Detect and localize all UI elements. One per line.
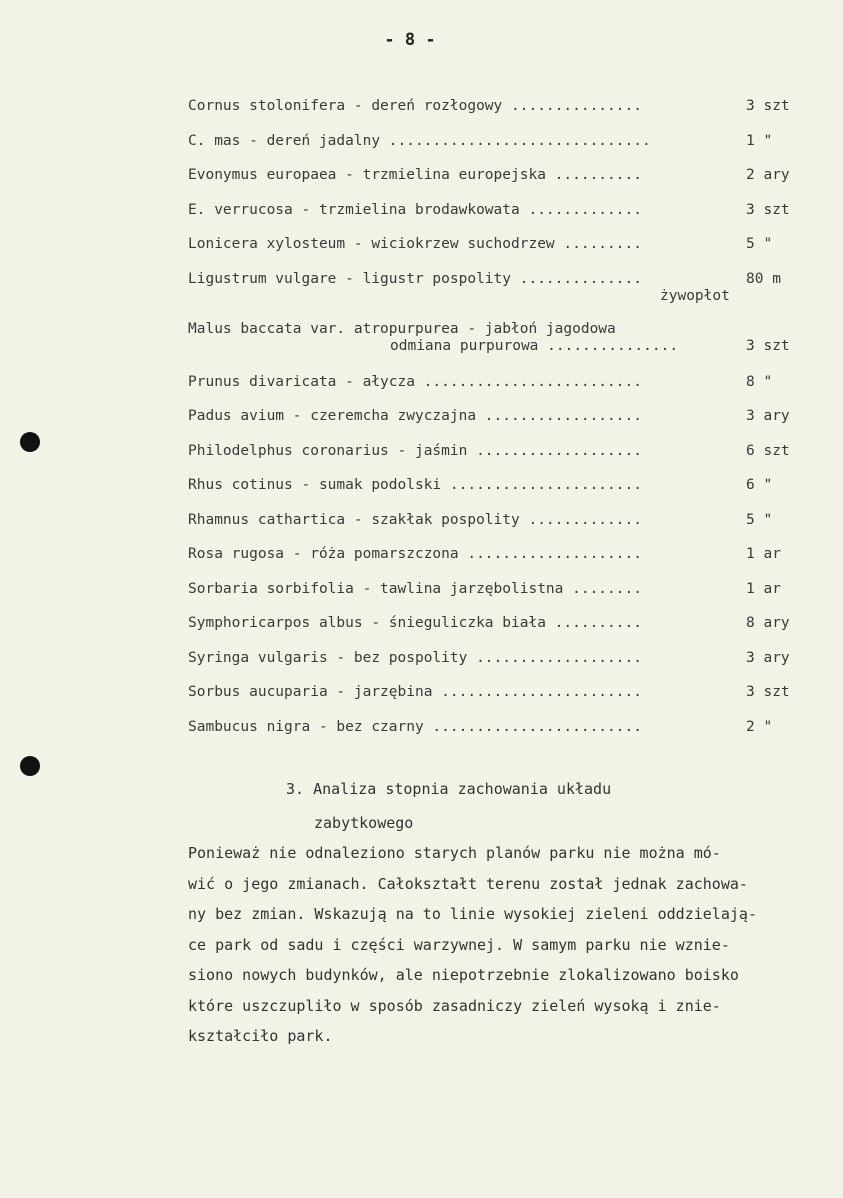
plant-name: Evonymus europaea - trzmielina europejska .......... bbox=[188, 167, 642, 183]
list-item bbox=[188, 719, 828, 754]
section-heading-line: zabytkowego bbox=[314, 814, 414, 832]
list-item bbox=[188, 443, 828, 478]
plant-note: żywopłot bbox=[660, 287, 730, 304]
plant-list bbox=[188, 98, 828, 753]
plant-quantity: 5 " bbox=[746, 236, 773, 252]
plant-name: Philodelphus coronarius - jaśmin ................... bbox=[188, 442, 642, 459]
plant-name: Padus avium - czeremcha zwyczajna .................. bbox=[188, 408, 642, 424]
plant-quantity: 3 szt bbox=[746, 98, 790, 114]
list-item bbox=[188, 133, 828, 168]
list-item bbox=[188, 512, 828, 547]
paragraph-line: ce park od sadu i części warzywnej. W samym parku nie wznie- bbox=[188, 935, 730, 954]
plant-quantity: 6 " bbox=[746, 477, 773, 493]
list-item bbox=[188, 321, 828, 374]
paragraph-line: kształciło park. bbox=[188, 1027, 333, 1045]
plant-name: Sorbaria sorbifolia - tawlina jarzębolistna ........ bbox=[188, 580, 642, 597]
plant-quantity: 3 ary bbox=[746, 649, 790, 666]
plant-name: Rhus cotinus - sumak podolski ...................... bbox=[188, 477, 642, 493]
paragraph-line: które uszczupliło w sposób zasadniczy zieleń wysoką i znie- bbox=[188, 996, 721, 1015]
section-heading bbox=[286, 772, 611, 840]
plant-quantity: 2 ary bbox=[746, 167, 790, 183]
plant-quantity: 3 szt bbox=[746, 684, 790, 700]
plant-name: Ligustrum vulgare - ligustr pospolity .............. bbox=[188, 270, 642, 287]
paragraph-line: siono nowych budynków, ale niepotrzebnie zlokalizowano boisko bbox=[188, 966, 739, 984]
plant-name-continued: odmiana purpurowa ............... bbox=[390, 337, 679, 354]
plant-name: Rhamnus cathartica - szakłak pospolity ............. bbox=[188, 511, 642, 528]
list-item bbox=[188, 202, 828, 237]
plant-quantity: 8 ary bbox=[746, 615, 790, 631]
plant-quantity: 8 " bbox=[746, 373, 773, 390]
plant-name: Cornus stolonifera - dereń rozłogowy ............... bbox=[188, 98, 642, 114]
plant-quantity: 1 ar bbox=[746, 580, 781, 597]
plant-quantity: 6 szt bbox=[746, 442, 790, 459]
plant-name: Prunus divaricata - ałycza ......................... bbox=[188, 373, 642, 390]
plant-name: Symphoricarpos albus - śnieguliczka biała .......... bbox=[188, 615, 642, 631]
plant-quantity: 2 " bbox=[746, 718, 773, 735]
plant-name: C. mas - dereń jadalny .............................. bbox=[188, 132, 651, 149]
list-item bbox=[188, 408, 828, 443]
plant-quantity: 3 ary bbox=[746, 408, 790, 424]
plant-name: E. verrucosa - trzmielina brodawkowata ............. bbox=[188, 201, 642, 218]
page-number: - 8 - bbox=[384, 30, 436, 50]
list-item bbox=[188, 581, 828, 616]
list-item bbox=[188, 236, 828, 271]
punch-hole-bottom bbox=[20, 756, 40, 776]
plant-quantity: 3 szt bbox=[746, 337, 790, 354]
list-item bbox=[188, 98, 828, 133]
list-item bbox=[188, 477, 828, 512]
list-item bbox=[188, 271, 828, 321]
paragraph-line: Ponieważ nie odnaleziono starych planów parku nie można mó- bbox=[188, 844, 721, 862]
plant-name: Sambucus nigra - bez czarny ........................ bbox=[188, 718, 642, 735]
plant-quantity: 1 ar bbox=[746, 546, 781, 562]
list-item bbox=[188, 374, 828, 409]
list-item bbox=[188, 650, 828, 685]
paragraph-line: ny bez zmian. Wskazują na to linie wysokiej zieleni oddzielają- bbox=[188, 905, 757, 923]
body-paragraph bbox=[188, 838, 828, 1052]
list-item bbox=[188, 684, 828, 719]
list-item bbox=[188, 546, 828, 581]
list-item bbox=[188, 615, 828, 650]
section-heading-line: 3. Analiza stopnia zachowania układu bbox=[286, 780, 612, 798]
plant-name: Rosa rugosa - róża pomarszczona .................... bbox=[188, 546, 642, 562]
plant-name: Lonicera xylosteum - wiciokrzew suchodrzew ......... bbox=[188, 236, 642, 252]
paragraph-line: wić o jego zmianach. Całokształt terenu został jednak zachowa- bbox=[188, 874, 748, 893]
plant-quantity: 80 m bbox=[746, 270, 781, 287]
list-item bbox=[188, 167, 828, 202]
punch-hole-top bbox=[20, 432, 40, 452]
plant-name: Sorbus aucuparia - jarzębina ....................... bbox=[188, 684, 642, 700]
plant-name: Malus baccata var. atropurpurea - jabłoń jagodowa bbox=[188, 320, 616, 337]
plant-quantity: 3 szt bbox=[746, 201, 790, 218]
plant-name: Syringa vulgaris - bez pospolity ................... bbox=[188, 649, 642, 666]
plant-quantity: 5 " bbox=[746, 511, 773, 528]
plant-quantity: 1 " bbox=[746, 132, 773, 149]
